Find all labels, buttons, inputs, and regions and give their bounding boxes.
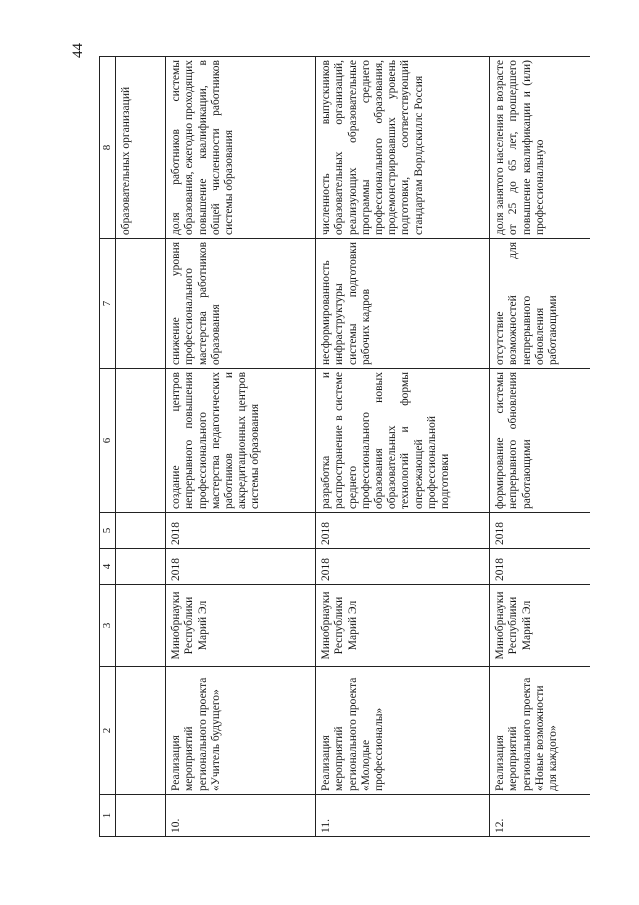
header-cell: 4: [100, 549, 116, 585]
table-row-continuation: [116, 57, 166, 837]
end-year-cell: 2018: [316, 513, 490, 549]
start-year-cell: [116, 549, 166, 585]
result-cell: разработка и распространение в системе среднего профессионального образования новых образовательных технологий и формы опережающей профессиональной подготовки: [316, 369, 490, 513]
end-year-cell: 2018: [166, 513, 316, 549]
header-cell: 2: [100, 667, 116, 795]
executor-cell: [116, 585, 166, 667]
start-year-cell: 2018: [490, 549, 590, 585]
table-row: [316, 57, 490, 837]
result-cell: создание центров непрерывного повышения профессионального мастерства педагогических работников и аккредитационных центров системы образования: [166, 369, 316, 513]
row-number-cell: 10.: [166, 795, 316, 837]
executor-cell: Минобрнауки Республики Марий Эл: [166, 585, 316, 667]
result-cell: [116, 369, 166, 513]
row-number-cell: 11.: [316, 795, 490, 837]
indicator-cell: доля работников системы образования, ежегодно проходящих повышение квалификации, в общей численности работников системы образования: [166, 57, 316, 239]
indicator-cell: доля занятого населения в возрасте от 25 до 65 лет, прошедшего повышение квалификации и (или) профессиональную: [490, 57, 590, 239]
end-year-cell: 2018: [490, 513, 590, 549]
indicator-cell: численность выпускников образовательных организаций, реализующих образовательные программы среднего профессионального образования, продемонстрировавших уровень подготовки, соответствующий стандартам Ворлдскиллс Россия: [316, 57, 490, 239]
header-cell: 5: [100, 513, 116, 549]
end-year-cell: [116, 513, 166, 549]
measures-table: [99, 56, 590, 837]
result-cell: формирование системы непрерывного обновления работающими: [490, 369, 590, 513]
page-number: 44: [70, 43, 86, 58]
measure-name-cell: Реализация мероприятий регионального проекта «Новые возможности для каждого»: [490, 667, 590, 795]
header-cell: 7: [100, 239, 116, 369]
header-cell: 3: [100, 585, 116, 667]
executor-cell: Минобрнауки Республики Марий Эл: [316, 585, 490, 667]
consequence-cell: [116, 239, 166, 369]
indicator-cell: образовательных организаций: [116, 57, 166, 239]
table-row: [490, 57, 590, 837]
header-cell: 1: [100, 795, 116, 837]
start-year-cell: 2018: [316, 549, 490, 585]
start-year-cell: 2018: [166, 549, 316, 585]
row-number-cell: [116, 795, 166, 837]
consequence-cell: снижение уровня профессионального мастерства работников образования: [166, 239, 316, 369]
measure-name-cell: [116, 667, 166, 795]
measure-name-cell: Реализация мероприятий регионального проекта «Молодые профессионалы»: [316, 667, 490, 795]
header-cell: 6: [100, 369, 116, 513]
consequence-cell: несформированность инфраструктуры системы подготовки рабочих кадров: [316, 239, 490, 369]
table-header: [100, 57, 116, 837]
executor-cell: Минобрнауки Республики Марий Эл: [490, 585, 590, 667]
measure-name-cell: Реализация мероприятий регионального проекта «Учитель будущего»: [166, 667, 316, 795]
header-cell: 8: [100, 57, 116, 239]
rotated-table-container: [99, 57, 596, 837]
consequence-cell: отсутствие возможностей для непрерывного обновления работающими: [490, 239, 590, 369]
row-number-cell: 12.: [490, 795, 590, 837]
table-row: [166, 57, 316, 837]
